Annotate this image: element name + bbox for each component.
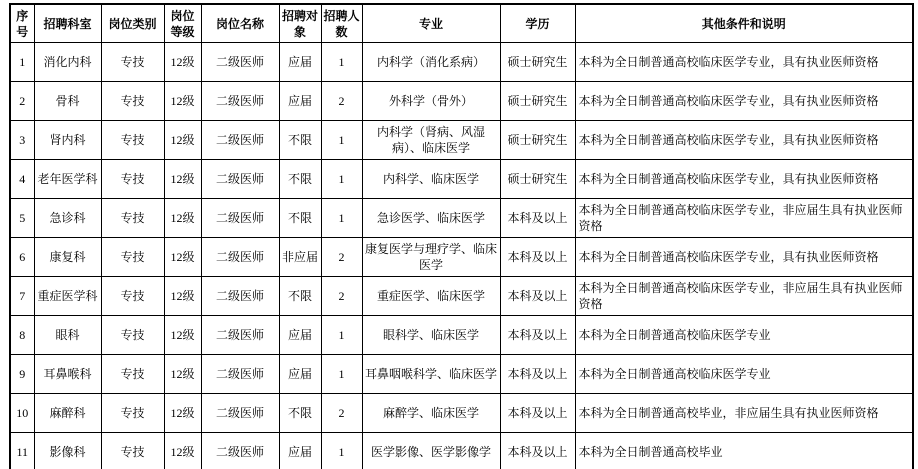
cell-position-category: 专技 [101, 238, 164, 277]
cell-major: 外科学（骨外） [362, 82, 500, 121]
header-other-conditions: 其他条件和说明 [575, 4, 913, 43]
cell-department: 麻醉科 [34, 394, 101, 433]
cell-recruit-target: 不限 [279, 160, 321, 199]
cell-education: 本科及以上 [500, 199, 575, 238]
cell-position-category: 专技 [101, 433, 164, 469]
header-position-grade: 岗位等级 [164, 4, 201, 43]
cell-major: 麻醉学、临床医学 [362, 394, 500, 433]
cell-education: 硕士研究生 [500, 82, 575, 121]
cell-major: 重症医学、临床医学 [362, 277, 500, 316]
header-department: 招聘科室 [34, 4, 101, 43]
cell-department: 眼科 [34, 316, 101, 355]
table-row [10, 82, 913, 121]
cell-recruit-count: 2 [321, 277, 362, 316]
cell-position-title: 二级医师 [201, 394, 279, 433]
cell-serial-number: 1 [10, 43, 34, 82]
cell-recruit-target: 不限 [279, 394, 321, 433]
table-row [10, 316, 913, 355]
cell-position-title: 二级医师 [201, 199, 279, 238]
header-position-title: 岗位名称 [201, 4, 279, 43]
header-recruit-count: 招聘人数 [321, 4, 362, 43]
cell-major: 内科学（消化系病） [362, 43, 500, 82]
table-row [10, 355, 913, 394]
cell-position-category: 专技 [101, 82, 164, 121]
cell-education: 硕士研究生 [500, 160, 575, 199]
cell-department: 骨科 [34, 82, 101, 121]
table-header [10, 4, 913, 43]
cell-recruit-count: 1 [321, 121, 362, 160]
recruitment-table [9, 3, 914, 469]
cell-other-conditions: 本科为全日制普通高校临床医学专业 [575, 355, 913, 394]
cell-serial-number: 10 [10, 394, 34, 433]
cell-department: 重症医学科 [34, 277, 101, 316]
header-recruit-target: 招聘对象 [279, 4, 321, 43]
cell-position-grade: 12级 [164, 316, 201, 355]
cell-department: 耳鼻喉科 [34, 355, 101, 394]
cell-position-grade: 12级 [164, 160, 201, 199]
table-row [10, 43, 913, 82]
cell-major: 内科学（肾病、风湿病）、临床医学 [362, 121, 500, 160]
cell-major: 康复医学与理疗学、临床医学 [362, 238, 500, 277]
cell-recruit-count: 1 [321, 433, 362, 469]
cell-recruit-target: 应届 [279, 433, 321, 469]
header-education: 学历 [500, 4, 575, 43]
cell-recruit-target: 应届 [279, 82, 321, 121]
cell-position-grade: 12级 [164, 355, 201, 394]
cell-serial-number: 2 [10, 82, 34, 121]
cell-position-category: 专技 [101, 277, 164, 316]
cell-position-title: 二级医师 [201, 160, 279, 199]
cell-education: 硕士研究生 [500, 121, 575, 160]
cell-position-category: 专技 [101, 316, 164, 355]
table-row [10, 199, 913, 238]
table-header-row [10, 4, 913, 43]
cell-other-conditions: 本科为全日制普通高校临床医学专业，非应届生具有执业医师资格 [575, 277, 913, 316]
cell-position-category: 专技 [101, 160, 164, 199]
cell-education: 本科及以上 [500, 433, 575, 469]
cell-serial-number: 4 [10, 160, 34, 199]
cell-other-conditions: 本科为全日制普通高校毕业 [575, 433, 913, 469]
table-row [10, 277, 913, 316]
cell-major: 耳鼻咽喉科学、临床医学 [362, 355, 500, 394]
cell-position-category: 专技 [101, 121, 164, 160]
cell-recruit-target: 非应届 [279, 238, 321, 277]
cell-education: 本科及以上 [500, 316, 575, 355]
cell-position-title: 二级医师 [201, 43, 279, 82]
cell-position-grade: 12级 [164, 199, 201, 238]
cell-serial-number: 11 [10, 433, 34, 469]
cell-recruit-target: 应届 [279, 43, 321, 82]
cell-serial-number: 7 [10, 277, 34, 316]
cell-recruit-count: 2 [321, 394, 362, 433]
cell-department: 消化内科 [34, 43, 101, 82]
cell-position-category: 专技 [101, 355, 164, 394]
cell-recruit-count: 1 [321, 199, 362, 238]
cell-position-title: 二级医师 [201, 277, 279, 316]
cell-education: 本科及以上 [500, 394, 575, 433]
table-row [10, 238, 913, 277]
cell-department: 影像科 [34, 433, 101, 469]
cell-major: 医学影像、医学影像学 [362, 433, 500, 469]
table-row [10, 433, 913, 469]
cell-position-grade: 12级 [164, 43, 201, 82]
cell-other-conditions: 本科为全日制普通高校毕业，非应届生具有执业医师资格 [575, 394, 913, 433]
cell-serial-number: 6 [10, 238, 34, 277]
cell-recruit-target: 不限 [279, 277, 321, 316]
cell-education: 硕士研究生 [500, 43, 575, 82]
cell-position-grade: 12级 [164, 238, 201, 277]
cell-other-conditions: 本科为全日制普通高校临床医学专业，具有执业医师资格 [575, 121, 913, 160]
cell-other-conditions: 本科为全日制普通高校临床医学专业，具有执业医师资格 [575, 160, 913, 199]
table-row [10, 394, 913, 433]
cell-recruit-count: 1 [321, 316, 362, 355]
cell-serial-number: 9 [10, 355, 34, 394]
cell-position-title: 二级医师 [201, 121, 279, 160]
cell-position-category: 专技 [101, 199, 164, 238]
cell-position-title: 二级医师 [201, 238, 279, 277]
header-major: 专业 [362, 4, 500, 43]
cell-position-grade: 12级 [164, 394, 201, 433]
cell-serial-number: 3 [10, 121, 34, 160]
cell-other-conditions: 本科为全日制普通高校临床医学专业，具有执业医师资格 [575, 43, 913, 82]
cell-major: 内科学、临床医学 [362, 160, 500, 199]
cell-position-title: 二级医师 [201, 82, 279, 121]
cell-position-category: 专技 [101, 394, 164, 433]
cell-position-title: 二级医师 [201, 316, 279, 355]
cell-education: 本科及以上 [500, 238, 575, 277]
cell-department: 老年医学科 [34, 160, 101, 199]
table-body [10, 43, 913, 469]
cell-other-conditions: 本科为全日制普通高校临床医学专业，具有执业医师资格 [575, 238, 913, 277]
cell-serial-number: 8 [10, 316, 34, 355]
cell-serial-number: 5 [10, 199, 34, 238]
cell-recruit-count: 1 [321, 160, 362, 199]
cell-education: 本科及以上 [500, 277, 575, 316]
table-row [10, 160, 913, 199]
cell-other-conditions: 本科为全日制普通高校临床医学专业 [575, 316, 913, 355]
cell-other-conditions: 本科为全日制普通高校临床医学专业，非应届生具有执业医师资格 [575, 199, 913, 238]
header-position-category: 岗位类别 [101, 4, 164, 43]
cell-major: 眼科学、临床医学 [362, 316, 500, 355]
cell-recruit-target: 应届 [279, 355, 321, 394]
cell-department: 康复科 [34, 238, 101, 277]
cell-position-grade: 12级 [164, 82, 201, 121]
cell-other-conditions: 本科为全日制普通高校临床医学专业，具有执业医师资格 [575, 82, 913, 121]
cell-recruit-target: 不限 [279, 199, 321, 238]
cell-position-title: 二级医师 [201, 355, 279, 394]
cell-major: 急诊医学、临床医学 [362, 199, 500, 238]
cell-education: 本科及以上 [500, 355, 575, 394]
header-serial-number: 序号 [10, 4, 34, 43]
cell-recruit-target: 应届 [279, 316, 321, 355]
cell-recruit-target: 不限 [279, 121, 321, 160]
cell-position-grade: 12级 [164, 121, 201, 160]
cell-position-title: 二级医师 [201, 433, 279, 469]
cell-position-grade: 12级 [164, 277, 201, 316]
table-row [10, 121, 913, 160]
cell-recruit-count: 1 [321, 355, 362, 394]
cell-position-category: 专技 [101, 43, 164, 82]
cell-department: 急诊科 [34, 199, 101, 238]
cell-recruit-count: 2 [321, 82, 362, 121]
cell-recruit-count: 2 [321, 238, 362, 277]
cell-recruit-count: 1 [321, 43, 362, 82]
cell-position-grade: 12级 [164, 433, 201, 469]
cell-department: 肾内科 [34, 121, 101, 160]
